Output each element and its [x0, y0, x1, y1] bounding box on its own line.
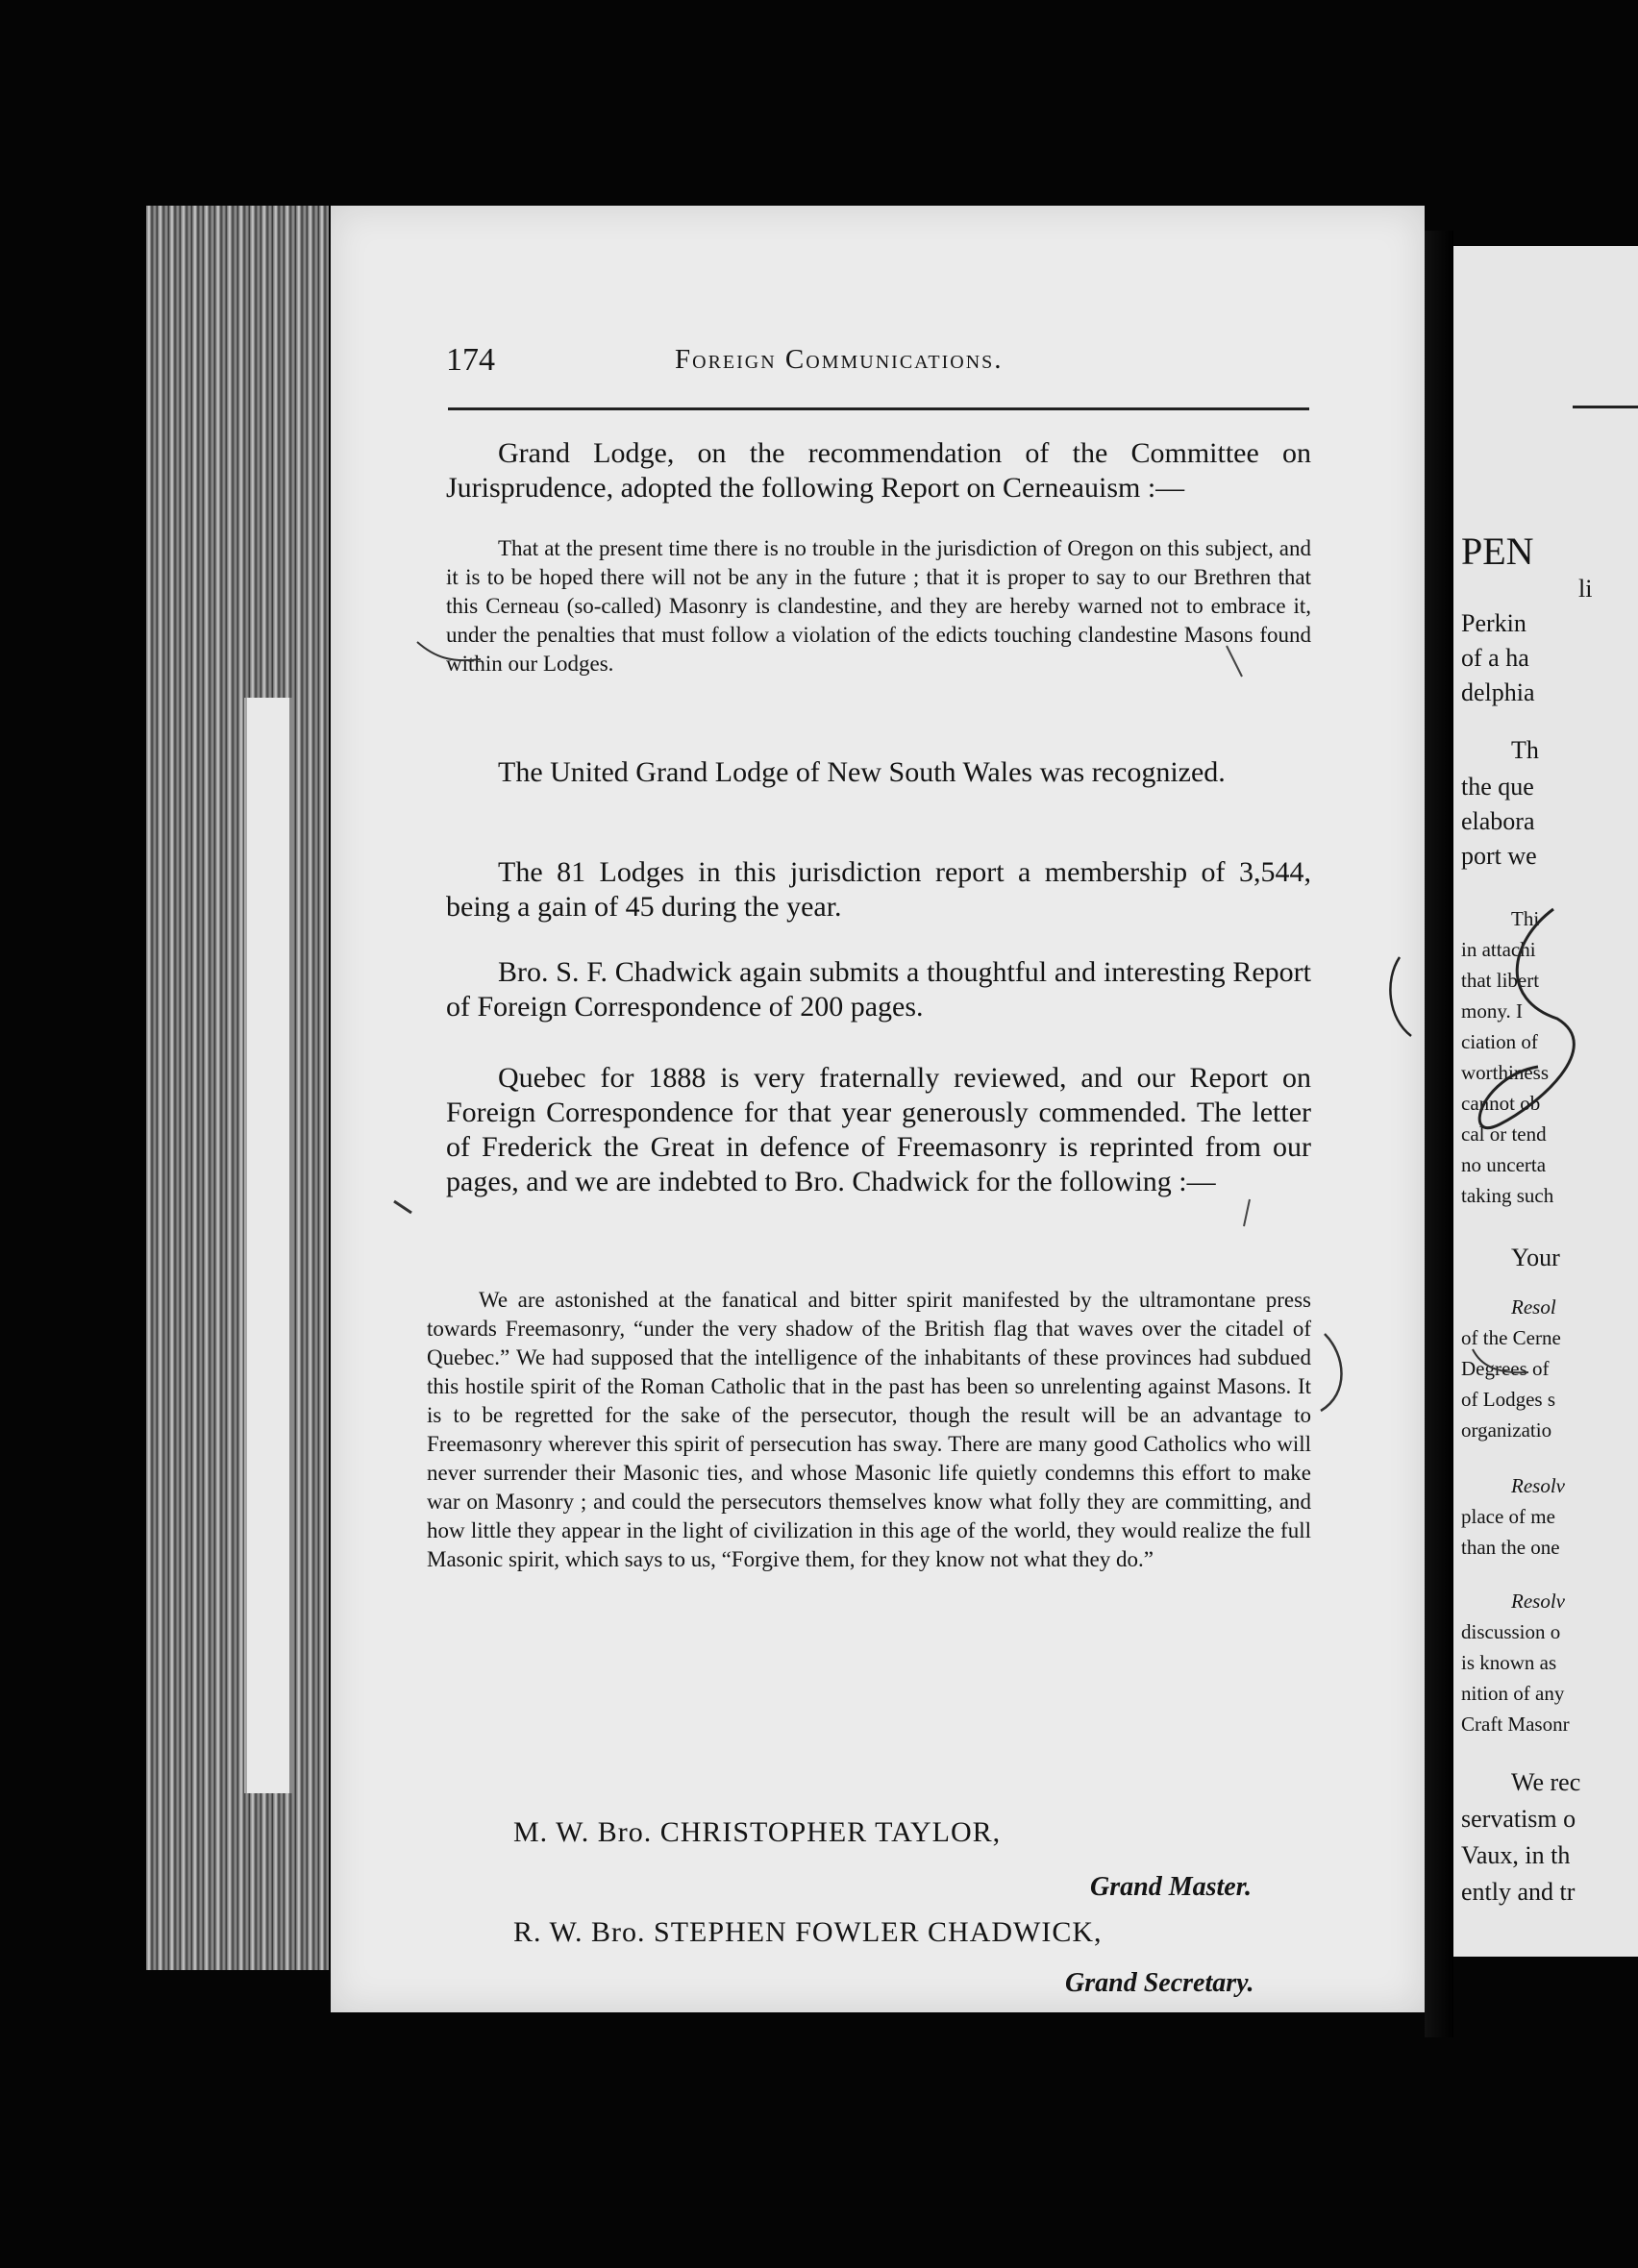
- right-line: Perkin: [1461, 609, 1526, 637]
- right-line: no uncerta: [1461, 1153, 1547, 1176]
- right-line: in attachi: [1461, 938, 1536, 961]
- paragraph-quebec: Quebec for 1888 is very fraternally reviewed, and our Report on Foreign Correspondence for that year generously commended. The letter of Frederick the Great in defence of Freemasonry is reprinted from our pages, and we are indebted to Bro. Chadwick for the following :—: [446, 1062, 1311, 1197]
- right-line: ently and tr: [1461, 1878, 1576, 1906]
- right-line: place of me: [1461, 1505, 1555, 1528]
- paragraph-membership: The 81 Lodges in this jurisdiction report a membership of 3,544, being a gain of 45 during the year.: [446, 856, 1311, 923]
- book-page-edges: [146, 206, 329, 1970]
- page-number: 174: [446, 342, 495, 378]
- right-line: cannot ob: [1461, 1092, 1541, 1115]
- right-line: Craft Masonr: [1461, 1713, 1570, 1736]
- right-line: taking such: [1461, 1184, 1554, 1207]
- right-line: of the Cerne: [1461, 1326, 1561, 1349]
- right-line: worthiness: [1461, 1061, 1549, 1084]
- signature-grand-master-name: M. W. Bro. CHRISTOPHER TAYLOR,: [513, 1816, 1002, 1848]
- right-line: Your: [1511, 1244, 1560, 1271]
- paragraph-chadwick-report: Bro. S. F. Chadwick again submits a thoughtful and interesting Report of Foreign Correspondence of 200 pages.: [446, 956, 1311, 1023]
- right-line: servatism o: [1461, 1805, 1576, 1833]
- paragraph-intro: Grand Lodge, on the recommendation of the Committee on Jurisprudence, adopted the following Report on Cerneauism :—: [446, 437, 1311, 504]
- right-line: mony. I: [1461, 999, 1523, 1023]
- right-line: discussion o: [1461, 1620, 1561, 1643]
- page-header: [446, 342, 1311, 400]
- right-header-rule: [1573, 406, 1638, 408]
- paragraph-new-south-wales: The United Grand Lodge of New South Wales was recognized.: [498, 756, 1226, 788]
- right-line: Degrees of: [1461, 1357, 1550, 1380]
- right-line: ciation of: [1461, 1030, 1538, 1053]
- right-line: elabora: [1461, 807, 1535, 835]
- left-page: [331, 206, 1425, 2012]
- right-line: organizatio: [1461, 1418, 1552, 1442]
- page-edge-strip: [244, 698, 292, 1793]
- right-line: the que: [1461, 773, 1534, 801]
- right-line: than the one: [1461, 1536, 1560, 1559]
- right-line: Vaux, in th: [1461, 1841, 1571, 1869]
- running-title: Foreign Communications.: [675, 344, 1004, 375]
- right-line: that libert: [1461, 969, 1540, 992]
- right-line: cal or tend: [1461, 1122, 1547, 1146]
- header-rule: [448, 407, 1309, 410]
- right-line: Thi: [1511, 907, 1540, 930]
- right-line: PEN: [1461, 530, 1534, 573]
- signature-grand-master-title: Grand Master.: [1090, 1872, 1253, 1902]
- right-page-fragment: [1453, 246, 1638, 1957]
- right-line: port we: [1461, 842, 1537, 870]
- quoted-report: That at the present time there is no trouble in the jurisdiction of Oregon on this subject, and it is to be hoped there will not be any in the future ; that it is proper to say to our Brethren that this Cerneau (so-called) Masonry is clandestine, and they are hereby warned not to embrace it, under the penalties that must follow a violation of the edicts touching clandestine Masons found within our Lodges.: [446, 536, 1311, 676]
- right-line: is known as: [1461, 1651, 1557, 1674]
- right-line: We rec: [1511, 1768, 1581, 1796]
- right-line: Resolv: [1511, 1474, 1565, 1497]
- signature-grand-secretary-name: R. W. Bro. STEPHEN FOWLER CHADWICK,: [513, 1916, 1103, 1948]
- right-line: of Lodges s: [1461, 1388, 1555, 1411]
- right-line: li: [1578, 575, 1593, 603]
- book-gutter: [1425, 231, 1453, 2037]
- right-line: of a ha: [1461, 644, 1529, 672]
- right-line: Resol: [1511, 1295, 1556, 1319]
- right-line: delphia: [1461, 678, 1535, 706]
- right-line: nition of any: [1461, 1682, 1565, 1705]
- signature-grand-secretary-title: Grand Secretary.: [1065, 1968, 1254, 1998]
- quoted-passage: We are astonished at the fanatical and bitter spirit manifested by the ultramontane press towards Freemasonry, “under the very shadow of the British flag that waves over the citadel of Quebec.” We had supposed that the intelligence of the inhabitants of these provinces had subdued this hostile spirit of the Roman Catholic that in the past has been so unrelenting against Masons. It is to be regretted for the sake of the persecutor, though the result will be an advantage to Freemasonry wherever this spirit of persecution has sway. There are many good Catholics who will never surrender their Masonic ties, and whose Masonic life quietly condemns this effort to make war on Masonry ; and could the persecutors themselves know what folly they are committing, and how little they appear in the light of civilization in this age of the world, they would realize the full Masonic spirit, which says to us, “Forgive them, for they know not what they do.”: [427, 1288, 1311, 1571]
- right-line: Resolv: [1511, 1590, 1565, 1613]
- right-line: Th: [1511, 736, 1539, 764]
